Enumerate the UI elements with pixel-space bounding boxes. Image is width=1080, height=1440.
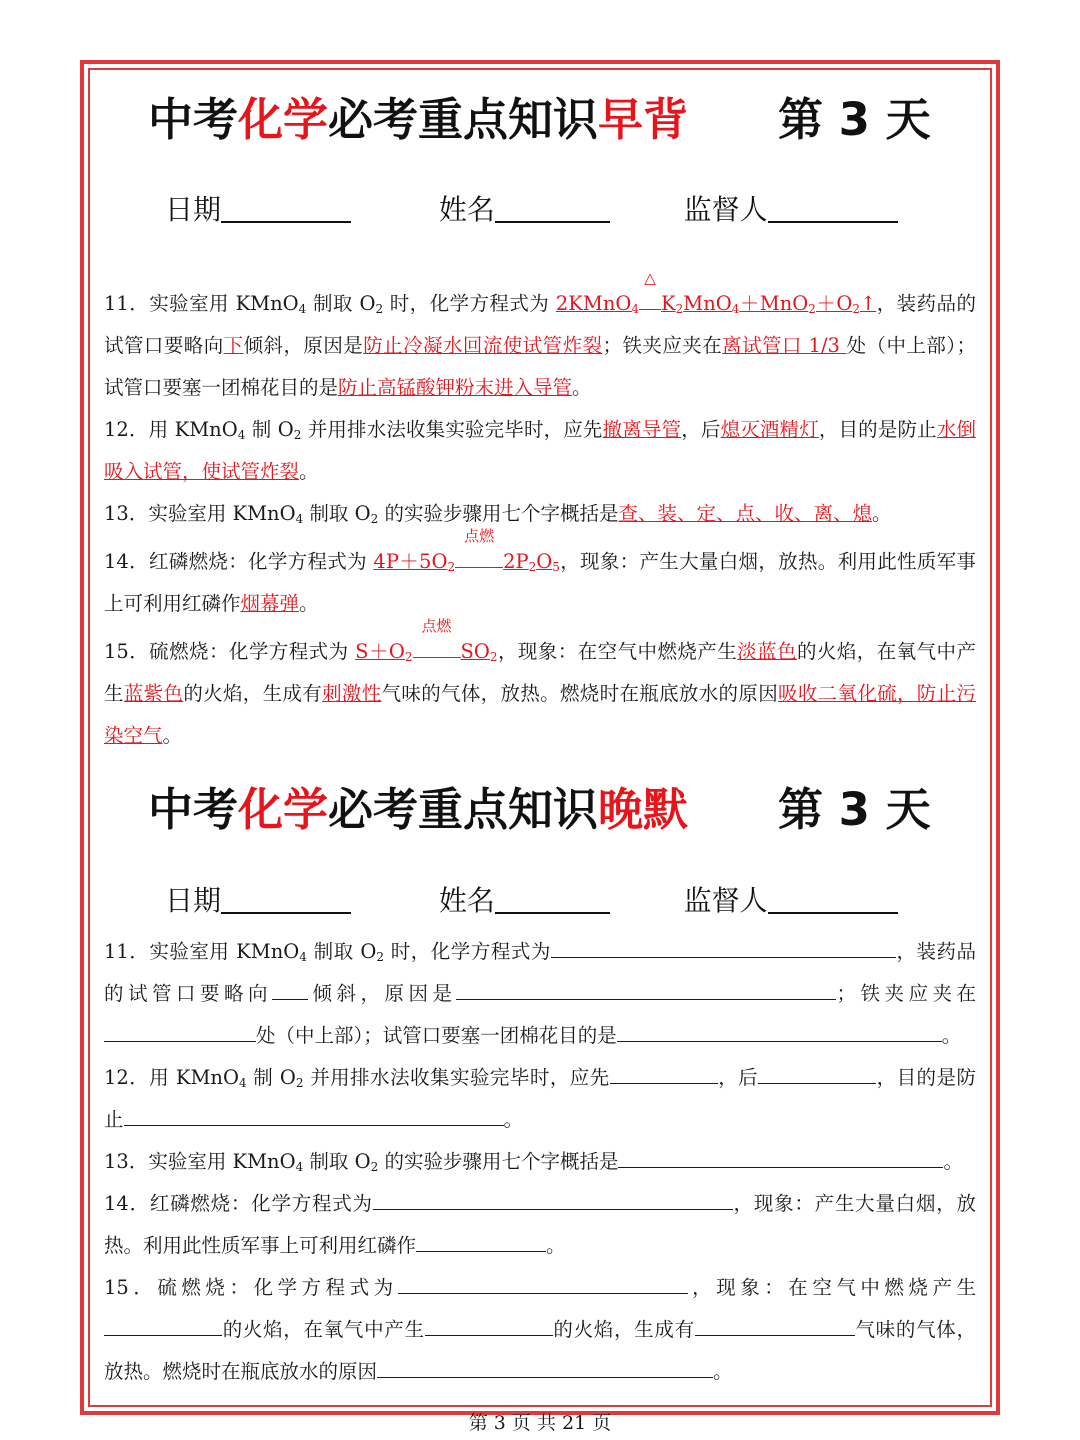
evening-content bbox=[104, 931, 976, 1393]
title-highlight: 化学 bbox=[238, 783, 329, 836]
date-label: 日期 bbox=[165, 193, 222, 226]
name-field[interactable] bbox=[495, 876, 610, 914]
blank-question-13: 13．实验室用 KMnO$_4$ 制取 $O_2$ 的实验步骤用七个字概括是 。 bbox=[104, 1141, 976, 1183]
answer-blank[interactable] bbox=[373, 1189, 733, 1210]
answer-blank[interactable] bbox=[610, 1063, 718, 1084]
title-highlight: 晚默 bbox=[598, 783, 689, 836]
day-label: 第 3 天 bbox=[778, 783, 931, 836]
answer-blank[interactable] bbox=[425, 1315, 553, 1336]
question-12: 12．用 KMnO$_4$ 制 $O_2$ 并用排水法收集实验完毕时，应先撤离导管，后熄灭酒精灯，目的是防止水倒吸入试管，使试管炸裂。 bbox=[104, 418, 976, 483]
supervisor-label: 监督人 bbox=[683, 884, 768, 917]
answer: 淡蓝色 bbox=[737, 640, 797, 663]
answer-blank[interactable] bbox=[618, 1147, 943, 1168]
answer-blank[interactable] bbox=[398, 1273, 688, 1294]
answer: 离试管口 1/3 bbox=[722, 334, 847, 357]
day-label: 第 3 天 bbox=[778, 93, 931, 146]
question-15: 15．硫燃烧：化学方程式为 $S+O_2$ 点燃 $SO_2$，现象：在空气中燃烧产生淡蓝色的火焰，在氧气中产生蓝紫色的火焰，生成有刺激性气味的气体，放热。燃烧时在瓶底放水的原因吸收二氧化硫，防止污染空气。 bbox=[104, 617, 976, 747]
supervisor-label: 监督人 bbox=[683, 193, 768, 226]
answer-blank[interactable] bbox=[617, 1021, 942, 1042]
morning-content bbox=[104, 269, 976, 757]
answer-blank[interactable] bbox=[758, 1063, 876, 1084]
title-highlight: 化学 bbox=[238, 93, 329, 146]
page-footer: 第 3 页 共 21 页 bbox=[468, 1412, 612, 1434]
answer: 下 bbox=[223, 334, 244, 357]
question-11: 11．实验室用 KMnO$_4$ 制取 $O_2$ 时，化学方程式为 2KMnO$_4$ △ $K_2MnO_4+MnO_2+O_2↑$，装药品的试管口要略向下倾斜，原因是防止冷凝水回流使试管炸裂；铁夹应夹在离试管口 1/3 处（中上部）；试管口要塞一团棉花目的是防止高锰酸钾粉末进入导管。 bbox=[104, 269, 976, 399]
morning-title bbox=[148, 85, 948, 155]
answer-blank[interactable] bbox=[551, 937, 896, 958]
reaction-condition: 点燃 bbox=[455, 541, 503, 583]
answer: 刺激性 bbox=[322, 682, 382, 705]
question-13: 13．实验室用 KMnO$_4$ 制取 $O_2$ 的实验步骤用七个字概括是查、装、定、点、收、离、熄。 bbox=[104, 502, 892, 526]
answer-blank[interactable] bbox=[272, 979, 308, 1000]
name-label: 姓名 bbox=[438, 884, 495, 917]
reaction-condition: △ bbox=[639, 283, 661, 325]
answer-blank[interactable] bbox=[104, 1021, 256, 1042]
answer-blank[interactable] bbox=[695, 1315, 855, 1336]
title-highlight: 早背 bbox=[598, 93, 689, 146]
answer-blank[interactable] bbox=[104, 1315, 222, 1336]
answer: 防止冷凝水回流使试管炸裂 bbox=[363, 334, 603, 357]
answer-blank[interactable] bbox=[456, 979, 836, 1000]
morning-meta-row bbox=[165, 185, 925, 235]
evening-meta-row bbox=[165, 876, 925, 926]
answer: 防止高锰酸钾粉末进入导管 bbox=[338, 376, 573, 399]
reaction-condition: 点燃 bbox=[413, 631, 461, 673]
name-field[interactable] bbox=[495, 185, 610, 223]
answer: 水倒吸入试管，使试管炸裂 bbox=[104, 418, 976, 483]
date-field[interactable] bbox=[221, 185, 351, 223]
title-text: 中考 bbox=[148, 93, 239, 146]
answer-blank[interactable] bbox=[377, 1357, 713, 1378]
supervisor-field[interactable] bbox=[768, 185, 898, 223]
question-14: 14．红磷燃烧：化学方程式为 $4P+5O_2$ 点燃 $2P_2O_5$，现象：产生大量白烟，放热。利用此性质军事上可利用红磷作烟幕弹。 bbox=[104, 527, 976, 615]
blank-question-14: 14．红磷燃烧：化学方程式为 ，现象：产生大量白烟，放热。利用此性质军事上可利用红磷作 。 bbox=[104, 1183, 976, 1267]
blank-question-11: 11．实验室用 KMnO$_4$ 制取 $O_2$ 时，化学方程式为 ，装药品的试管口要略向 倾斜，原因是 ；铁夹应夹在处（中上部）；试管口要塞一团棉花目的是 。 bbox=[104, 931, 976, 1057]
answer: 吸收二氧化硫，防止污染空气 bbox=[104, 682, 976, 747]
date-field[interactable] bbox=[221, 876, 351, 914]
answer: 熄灭酒精灯 bbox=[720, 418, 819, 441]
answer: 查、装、定、点、收、离、熄 bbox=[618, 502, 872, 525]
answer-blank[interactable] bbox=[416, 1231, 546, 1252]
blank-question-15: 15．硫燃烧：化学方程式为 ，现象：在空气中燃烧产生的火焰，在氧气中产生 的火焰，生成有 气味的气体，放热。燃烧时在瓶底放水的原因 。 bbox=[104, 1267, 976, 1393]
evening-title bbox=[148, 775, 948, 845]
date-label: 日期 bbox=[165, 884, 222, 917]
answer-blank[interactable] bbox=[124, 1105, 504, 1126]
answer: 撤离导管 bbox=[602, 418, 682, 441]
title-text: 中考 bbox=[148, 783, 239, 836]
answer: 蓝紫色 bbox=[123, 682, 184, 705]
title-text: 必考重点知识 bbox=[328, 93, 599, 146]
answer: 烟幕弹 bbox=[240, 592, 300, 615]
name-label: 姓名 bbox=[438, 193, 495, 226]
supervisor-field[interactable] bbox=[768, 876, 898, 914]
title-text: 必考重点知识 bbox=[328, 783, 599, 836]
blank-question-12: 12．用 KMnO$_4$ 制 $O_2$ 并用排水法收集实验完毕时，应先 ，后 ，目的是防止 。 bbox=[104, 1057, 976, 1141]
